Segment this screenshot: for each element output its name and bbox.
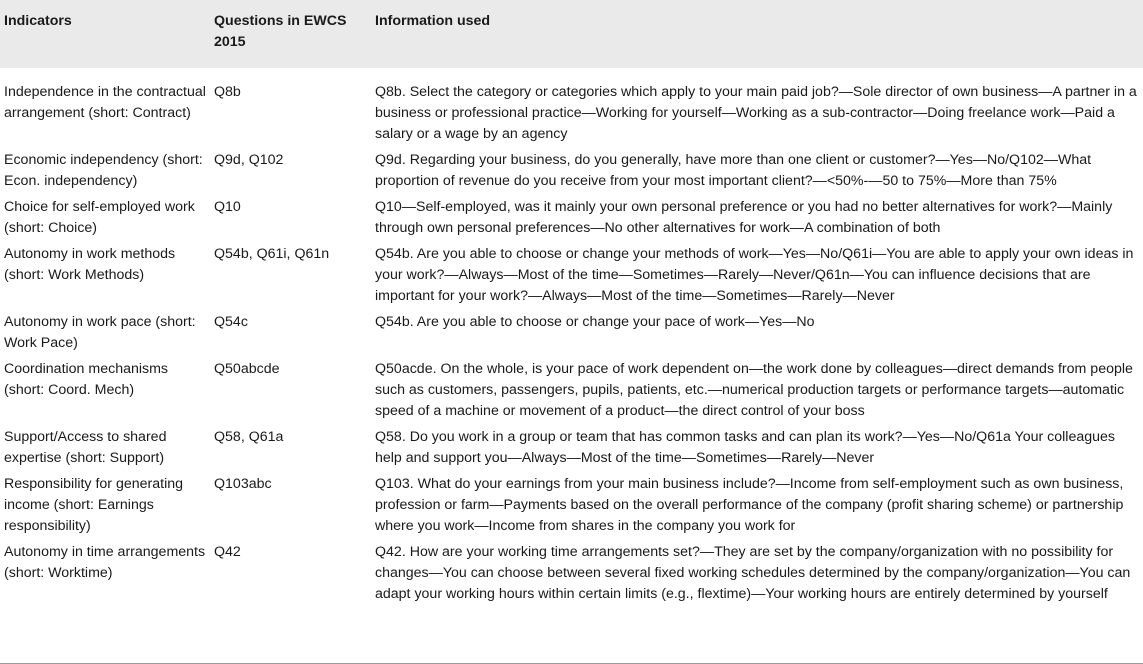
questions-cell: Q42 (214, 544, 241, 560)
indicator-cell: Support/Access to shared expertise (short: Support) (4, 429, 167, 466)
questions-cell: Q58, Q61a (214, 429, 284, 445)
table-row (0, 145, 1143, 192)
table-row (0, 469, 1143, 537)
information-cell: Q9d. Regarding your business, do you generally, have more than one client or customer?—Yes—No/Q102—What proportion of revenue do you receive from your most important client?—<50%-—50 to 75%—More than 75% (375, 152, 1092, 189)
questions-cell: Q50abcde (214, 361, 280, 377)
indicator-cell: Autonomy in work pace (short: Work Pace) (4, 314, 196, 351)
table-header (0, 0, 1143, 68)
information-cell: Q58. Do you work in a group or team that has common tasks and can plan its work?—Yes—No/Q61a Your colleagues help and support you—Always—Most of the time—Sometimes—Rarely—Never (375, 429, 1115, 466)
questions-cell: Q54c (214, 314, 248, 330)
indicator-cell: Independence in the contractual arrangement (short: Contract) (4, 84, 206, 121)
indicator-cell: Autonomy in work methods (short: Work Methods) (4, 246, 176, 283)
table-row (0, 537, 1143, 613)
information-cell: Q54b. Are you able to choose or change your methods of work—Yes—No/Q61i—You are able to apply your own ideas in your work?—Always—Most of the time—Sometimes—Rarely—Never/Q61n—You can influence decisions that are important for your work?—Always—Most of the time—Sometimes—Rarely—Never (375, 246, 1134, 304)
header-questions: Questions in EWCS 2015 (214, 13, 347, 50)
header-information: Information used (375, 13, 491, 29)
information-cell: Q54b. Are you able to choose or change your pace of work—Yes—No (375, 314, 815, 330)
table-row (0, 68, 1143, 145)
information-cell: Q10—Self-employed, was it mainly your own personal preference or you had no better alternatives for work?—Mainly through own personal preferences—No other alternatives for work—A combination of both (375, 199, 1113, 236)
header-row (0, 0, 1143, 68)
questions-cell: Q8b (214, 84, 241, 100)
indicator-cell: Choice for self-employed work (short: Choice) (4, 199, 195, 236)
indicator-cell: Economic independency (short: Econ. independency) (4, 152, 203, 189)
table-row (0, 192, 1143, 239)
indicator-cell: Coordination mechanisms (short: Coord. Mech) (4, 361, 169, 398)
table-body (0, 68, 1143, 613)
information-cell: Q103. What do your earnings from your main business include?—Income from self-employment such as own business, profession or farm—Payments based on the overall performance of the company (profit sharing scheme) or partnership where you work—Income from shares in the company you work for (375, 476, 1124, 534)
questions-cell: Q9d, Q102 (214, 152, 284, 168)
table-row (0, 307, 1143, 354)
table-row (0, 239, 1143, 307)
header-indicators: Indicators (4, 13, 72, 29)
indicator-cell: Autonomy in time arrangements (short: Worktime) (4, 544, 206, 581)
questions-cell: Q10 (214, 199, 241, 215)
indicator-cell: Responsibility for generating income (short: Earnings responsibility) (4, 476, 184, 534)
information-cell: Q50acde. On the whole, is your pace of work dependent on—the work done by colleagues—direct demands from people such as customers, passengers, pupils, patients, etc.—numerical production targets or performance targets—automatic speed of a machine or movement of a product—the direct control of your boss (375, 361, 1133, 419)
information-cell: Q8b. Select the category or categories which apply to your main paid job?—Sole director of own business—A partner in a business or professional practice—Working for yourself—Working as a sub-contractor—Doing freelance work—Paid a salary or a wage by an agency (375, 84, 1137, 142)
table-row (0, 354, 1143, 422)
information-cell: Q42. How are your working time arrangements set?—They are set by the company/organization with no possibility for changes—You can choose between several fixed working schedules determined by the company/organization—You can adapt your working hours within certain limits (e.g., flextime)—Your working hours are entirely determined by yourself (375, 544, 1131, 602)
questions-cell: Q103abc (214, 476, 272, 492)
table-row (0, 422, 1143, 469)
questions-cell: Q54b, Q61i, Q61n (214, 246, 330, 262)
